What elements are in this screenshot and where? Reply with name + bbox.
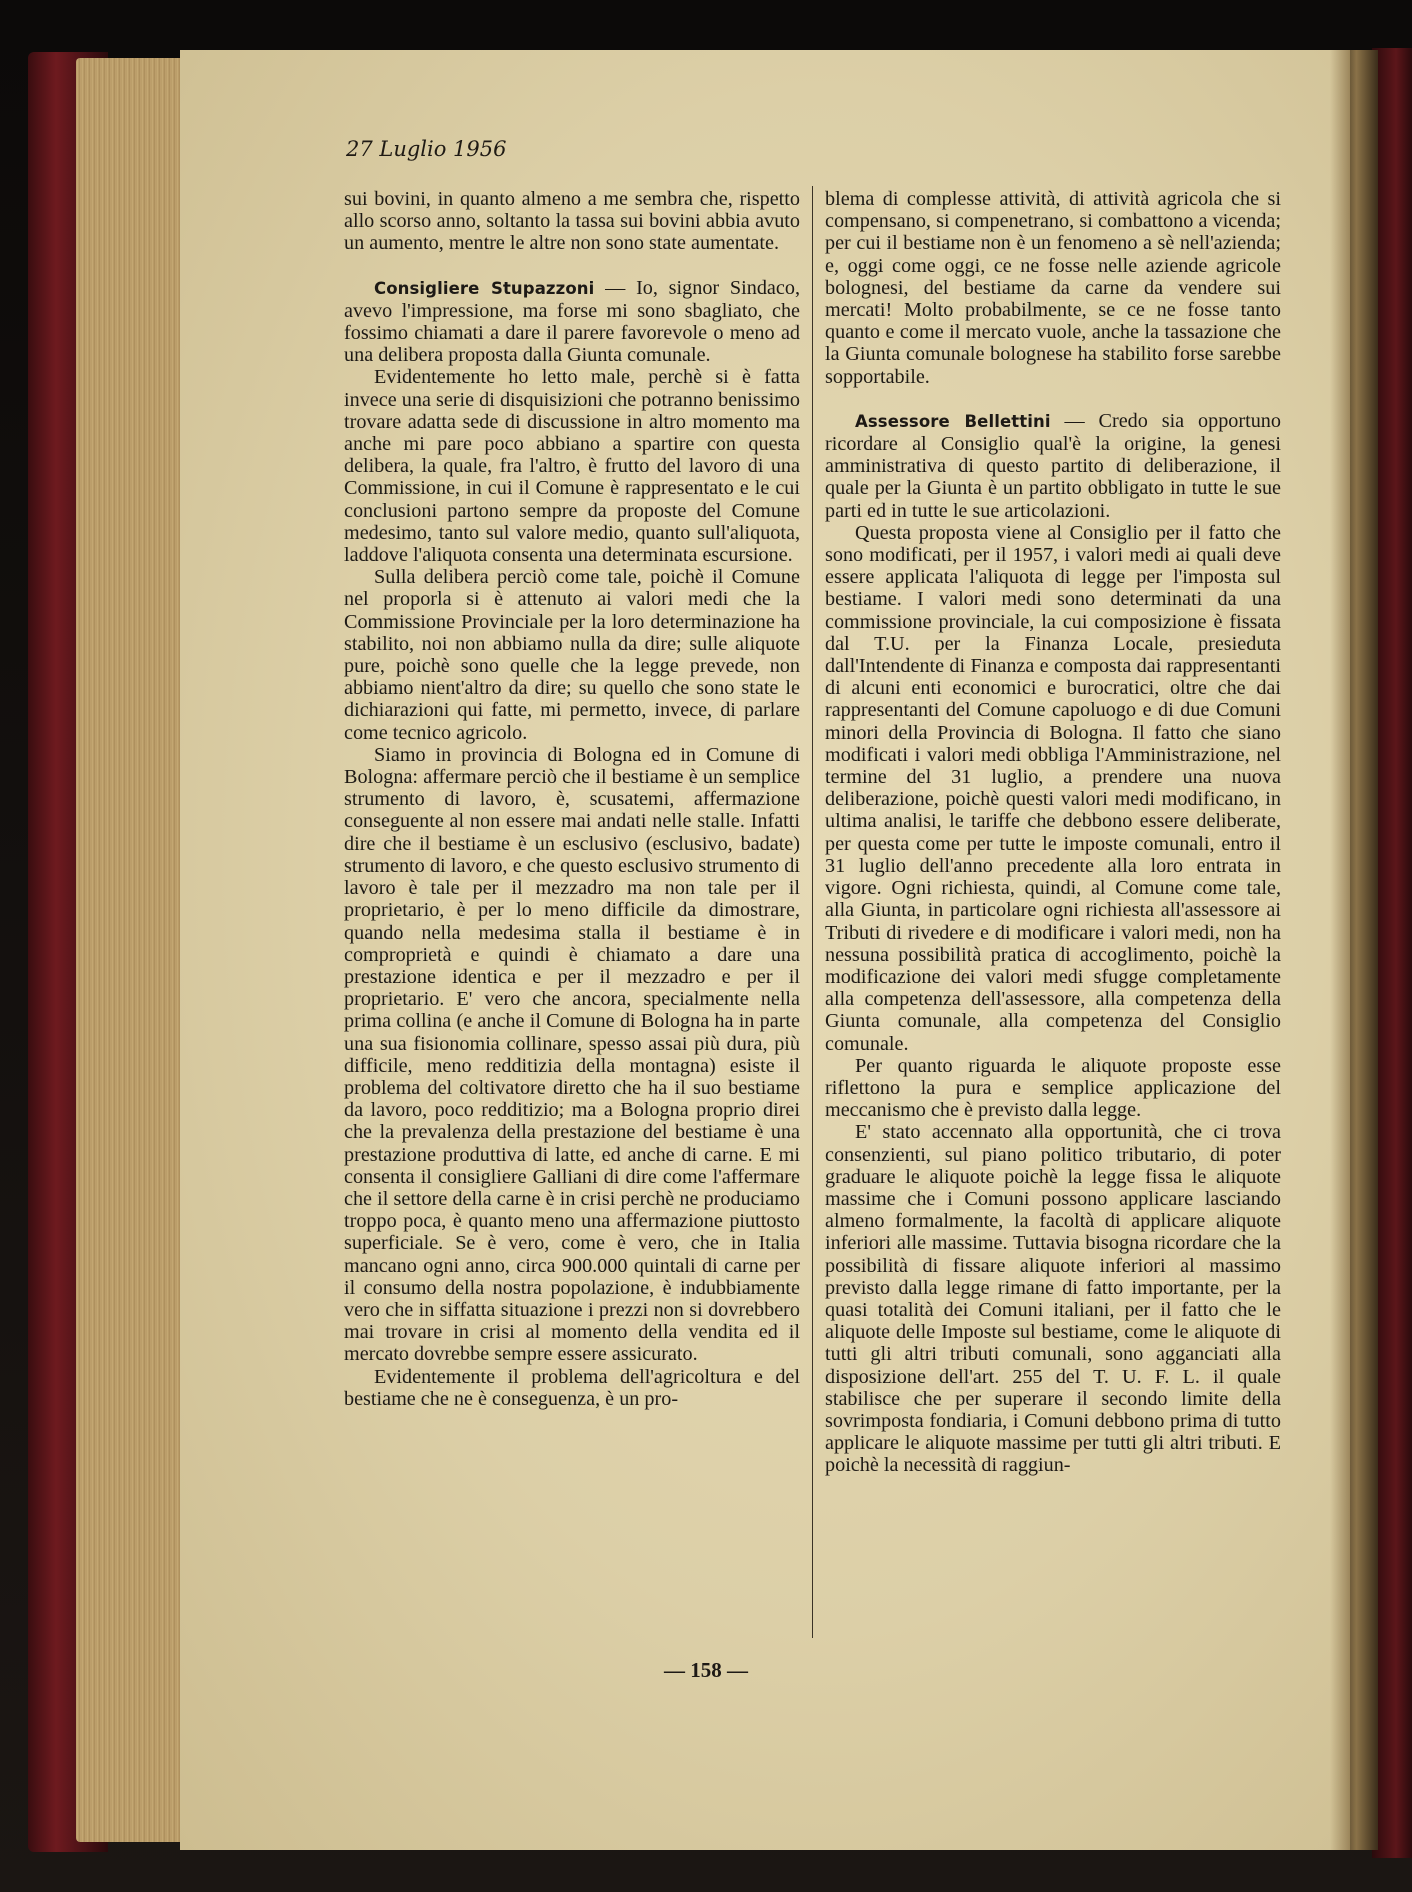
speech-text: — Io, signor Sindaco, avevo l'impressione, ma forse mi sono sbagliato, che fossimo chiamati a dare il parere favorevole o meno ad una delibera proposta dalla Giunta comunale. — [344, 276, 800, 367]
speech-text: — Credo sia opportuno ricordare al Consiglio qual'è la origine, la genesi amministrativa di questo partito di deliberazione, il quale per la Giunta è un partito obbligato in tutte le sue parti ed in tutte le sue articolazioni. — [825, 409, 1281, 522]
speech-paragraph — [344, 277, 800, 367]
column-rule — [812, 186, 813, 1638]
page-number: — 158 — — [664, 1658, 748, 1682]
paragraph: Evidentemente il problema dell'agricoltura e del bestiame che ne è conseguenza, è un pro- — [344, 1365, 800, 1410]
book-cover-right — [1372, 48, 1412, 1858]
paragraph: Questa proposta viene al Consiglio per il fatto che sono modificati, per il 1957, i valori medi ai quali deve essere applicata l'aliquota di legge per l'imposta sul bestiame. I valori medi sono determinati da una commissione provinciale, la cui composizione è fissata dal T.U. per la Finanza Locale, presieduta dall'Intendente di Finanza e composta dai rappresentanti di alcuni enti economici e burocratici, oltre che dai rappresentanti del Comune capoluogo e di due Comuni minori della Provincia di Bologna. Il fatto che siano modificati i valori medi obbliga l'Amministrazione, nel termine del 31 luglio, a prendere una nuova deliberazione, poichè questi valori medi modificano, in ultima analisi, le tariffe che debbono essere deliberate, per questa come per tutte le imposte comunali, entro il 31 luglio dell'anno precedente alla loro entrata in vigore. Ogni richiesta, quindi, al Comune come tale, alla Giunta, in particolare ogni richiesta all'assessore ai Tributi di rivedere e di modificare i valori medi, non ha nessuna possibilità pratica di accoglimento, poichè la modificazione dei valori medi sfugge completamente alla competenza dell'assessore, alla competenza della Giunta comunale, alla competenza del Consiglio comunale. — [825, 521, 1281, 1055]
paragraph: E' stato accennato alla opportunità, che ci trova consenzienti, sul piano politico tributario, di poter graduare le aliquote poichè la legge fissa le aliquote massime che i Comuni possono applicare lasciando almeno formalmente, la facoltà di applicare aliquote inferiori alle massime. Tuttavia bisogna ricordare che la possibilità di fissare aliquote inferiori al massimo previsto dalla legge rimane di fatto importante, per la quasi totalità dei Comuni italiani, per il fatto che le aliquote delle Imposte sul bestiame, come le aliquote di tutti gli altri tributi comunali, sono agganciati alla disposizione dell'art. 255 del T. U. F. L. il quale stabilisce che per superare il secondo limite della sovrimposta fondiaria, i Comuni debbono prima di tutto applicare le aliquote massime per tutti gli altri tributi. E poichè la necessità di raggiun- — [825, 1121, 1281, 1477]
running-header-date: 27 Luglio 1956 — [346, 137, 507, 161]
paragraph: blema di complesse attività, di attività agricola che si compensano, si compenetrano, si combattono a vicenda; per cui il bestiame non è un fenomeno a sè nell'azienda; e, oggi come oggi, ce ne fosse nelle aziende agricole bolognesi, del bestiame da carne da vendere sui mercati! Molto probabilmente, se ce ne fosse tanto quanto e come il mercato vuole, anche la tassazione che la Giunta comunale bolognese ha stabilito forse sarebbe sopportabile. — [825, 188, 1281, 388]
page-edges — [76, 58, 184, 1842]
paragraph: Sulla delibera perciò come tale, poichè il Comune nel proporla si è attenuto ai valori medi che la Commissione Provinciale per la loro determinazione ha stabilito, noi non abbiamo nulla da dire; sulle aliquote pure, poichè sono quelle che la legge prevede, non abbiamo nient'altro da dire; su quello che sono state le dichiarazioni qui fatte, mi permetto, invece, di parlare come tecnico agricolo. — [344, 566, 800, 744]
text-column-left — [344, 188, 800, 1410]
speech-paragraph — [825, 410, 1281, 522]
page-gutter — [1330, 50, 1378, 1850]
paragraph: sui bovini, in quanto almeno a me sembra che, rispetto allo scorso anno, soltanto la tassa sui bovini abbia avuto un aumento, mentre le altre non sono state aumentate. — [344, 188, 800, 255]
paragraph: Siamo in provincia di Bologna ed in Comune di Bologna: affermare perciò che il bestiame è un semplice strumento di lavoro, è, scusatemi, affermazione conseguente al non essere mai andati nelle stalle. Infatti dire che il bestiame è un esclusivo (esclusivo, badate) strumento di lavoro, e che questo esclusivo strumento di lavoro è tale per il mezzadro ma non tale per il proprietario, è per lo meno difficile da dimostrare, quando nella medesima stalla il bestiame è in comproprietà e quindi è chiamato a dare una prestazione identica e per il mezzadro e per il proprietario. E' vero che ancora, specialmente nella prima collina (e anche il Comune di Bologna ha in parte una sua fisionomia collinare, spesso assai più dura, più difficile, meno redditizia della montagna) esiste il problema del coltivatore diretto che ha il suo bestiame da lavoro, poco redditizio; ma a Bologna proprio direi che la prevalenza della prestazione del bestiame è una prestazione produttiva di latte, ed anche di carne. E mi consenta il consigliere Galliani di dire come l'affermare che il settore della carne è in crisi perchè ne produciamo troppo poca, è quanto meno una affermazione piuttosto superficiale. Se è vero, come è vero, che in Italia mancano ogni anno, circa 900.000 quintali di carne per il consumo della nostra popolazione, è indubbiamente vero che in siffatta situazione i prezzi non si dovrebbero mai trovare in crisi al momento della vendita ed il mercato dovrebbe sempre essere assicurato. — [344, 743, 800, 1366]
paragraph: Per quanto riguarda le aliquote proposte esse riflettono la pura e semplice applicazione del meccanismo che è previsto dalla legge. — [825, 1054, 1281, 1122]
text-column-right — [825, 188, 1281, 1477]
speaker-name: Assessore Bellettini — [855, 411, 1051, 431]
speaker-name: Consigliere Stupazzoni — [374, 278, 595, 298]
paragraph: Evidentemente ho letto male, perchè si è fatta invece una serie di disquisizioni che potranno benissimo trovare adatta sede di discussione in altro momento ma anche mi pare poco abbiano a spartire con questa delibera, la quale, fra l'altro, è frutto del lavoro di una Commissione, in cui il Comune è rappresentato e le cui conclusioni partono sempre da proposte del Comune medesimo, tanto sul valore medio, quanto sull'aliquota, laddove l'aliquota consenta una determinata escursione. — [344, 366, 800, 567]
